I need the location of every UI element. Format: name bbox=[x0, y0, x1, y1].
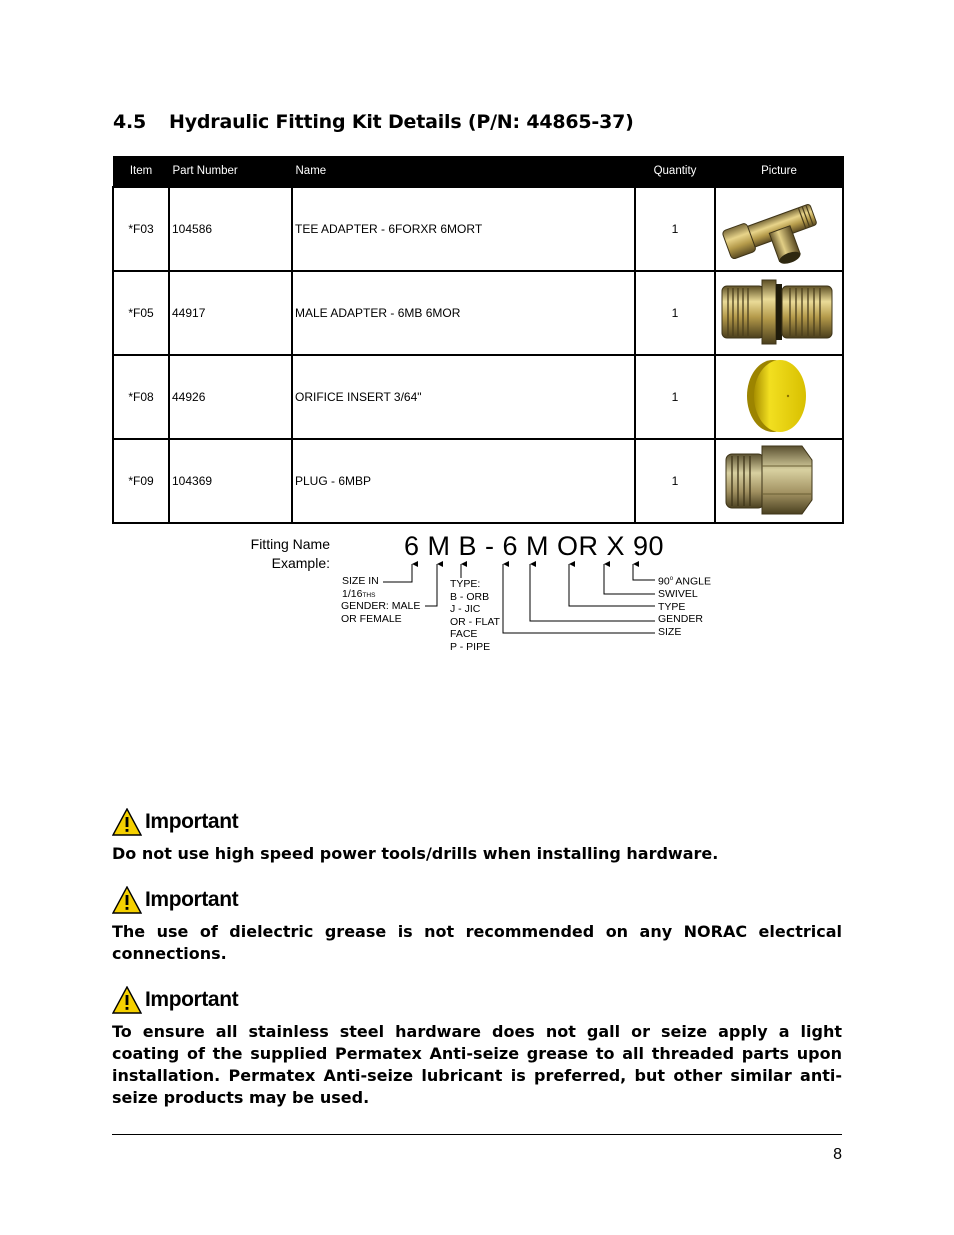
type-note-line: B - ORB bbox=[450, 590, 490, 603]
callout-type-right bbox=[569, 564, 655, 606]
male-adapter-image bbox=[716, 272, 840, 351]
cell-item: *F05 bbox=[113, 271, 169, 355]
fitting-name-label bbox=[232, 535, 330, 573]
cell-part-number: 44917 bbox=[169, 271, 292, 355]
cell-quantity: 1 bbox=[635, 439, 715, 523]
cell-quantity: 1 bbox=[635, 271, 715, 355]
table-row bbox=[113, 271, 843, 355]
cell-name: PLUG - 6MBP bbox=[292, 439, 635, 523]
callout-gender-left bbox=[425, 564, 437, 606]
callout-size-right bbox=[503, 564, 655, 633]
header-item: Item bbox=[113, 157, 169, 187]
type-note-line: OR - FLAT bbox=[450, 615, 500, 628]
type-note-right: TYPE bbox=[658, 600, 686, 613]
table-row bbox=[113, 355, 843, 439]
gender-note bbox=[341, 600, 420, 625]
tee-adapter-image bbox=[716, 188, 840, 267]
important-text-2: The use of dielectric grease is not recommended on any NORAC electrical connections. bbox=[112, 922, 842, 963]
gender-note-right: GENDER bbox=[658, 613, 703, 625]
type-note-line: J - JIC bbox=[450, 603, 481, 615]
important-title: Important bbox=[145, 888, 239, 911]
swivel-note: SWIVEL bbox=[658, 588, 698, 600]
angle-note bbox=[658, 573, 711, 588]
cell-name: ORIFICE INSERT 3/64" bbox=[292, 355, 635, 439]
important-text-3: To ensure all stainless steel hardware does not gall or seize apply a light coating of the supplied Permatex Anti-seize grease to all threaded parts upon installation. Permatex Anti-seize lubricant is preferred, but other similar anti-seize products may be used. bbox=[112, 1022, 842, 1107]
cell-name: MALE ADAPTER - 6MB 6MOR bbox=[292, 271, 635, 355]
page-number: 8 bbox=[833, 1146, 842, 1163]
warning-icon bbox=[112, 808, 142, 836]
important-heading-1 bbox=[112, 808, 238, 836]
fitting-name-label-line2: Example: bbox=[271, 555, 330, 571]
table-row bbox=[113, 439, 843, 523]
cell-item: *F08 bbox=[113, 355, 169, 439]
section-title: Hydraulic Fitting Kit Details (P/N: 44865-37) bbox=[169, 111, 634, 133]
important-heading-2 bbox=[112, 886, 238, 914]
cell-quantity: 1 bbox=[635, 355, 715, 439]
cell-picture bbox=[715, 271, 843, 355]
gender-note-line2: OR FEMALE bbox=[341, 612, 402, 625]
fitting-code-example: 6 M B - 6 M OR X 90 bbox=[404, 531, 665, 561]
header-name: Name bbox=[292, 157, 635, 187]
parts-table bbox=[112, 156, 844, 524]
cell-picture bbox=[715, 187, 843, 271]
angle-number: 90 bbox=[658, 575, 670, 588]
cell-picture bbox=[715, 439, 843, 523]
type-note-line: FACE bbox=[450, 628, 478, 640]
gender-note-line1: GENDER: MALE bbox=[341, 600, 421, 612]
angle-word: ANGLE bbox=[675, 575, 711, 588]
cell-quantity: 1 bbox=[635, 187, 715, 271]
section-number: 4.5 bbox=[113, 111, 147, 133]
important-heading-3 bbox=[112, 986, 238, 1014]
warning-icon bbox=[112, 886, 142, 914]
cell-picture bbox=[715, 355, 843, 439]
size-note bbox=[342, 575, 379, 602]
important-text-1: Do not use high speed power tools/drills when installing hardware. bbox=[112, 844, 719, 863]
type-note-line: TYPE: bbox=[450, 578, 481, 590]
section-heading bbox=[113, 111, 634, 133]
size-note-right: SIZE bbox=[658, 625, 682, 638]
table-row bbox=[113, 187, 843, 271]
type-note-line: P - PIPE bbox=[450, 640, 491, 653]
type-note bbox=[450, 578, 500, 653]
header-picture: Picture bbox=[715, 157, 843, 187]
cell-part-number: 104369 bbox=[169, 439, 292, 523]
callout-angle bbox=[633, 564, 655, 580]
important-title: Important bbox=[145, 988, 239, 1011]
header-part-number: Part Number bbox=[169, 157, 292, 187]
cell-item: *F03 bbox=[113, 187, 169, 271]
right-notes bbox=[658, 573, 711, 638]
header-quantity: Quantity bbox=[635, 157, 715, 187]
important-title: Important bbox=[145, 810, 239, 833]
degree-mark: o bbox=[669, 576, 674, 582]
orifice-insert-image bbox=[716, 356, 840, 435]
table-header-row bbox=[113, 157, 843, 187]
cell-name: TEE ADAPTER - 6FORXR 6MORT bbox=[292, 187, 635, 271]
size-note-line1: SIZE IN bbox=[342, 575, 379, 587]
fitting-name-label-line1: Fitting Name bbox=[250, 536, 330, 552]
size-fraction: 1/16 bbox=[342, 587, 363, 600]
cell-part-number: 104586 bbox=[169, 187, 292, 271]
cell-part-number: 44926 bbox=[169, 355, 292, 439]
warning-icon bbox=[112, 986, 142, 1014]
cell-item: *F09 bbox=[113, 439, 169, 523]
size-fraction-suffix: THS bbox=[362, 591, 376, 599]
callout-gender-right bbox=[530, 564, 655, 621]
callout-swivel bbox=[604, 564, 655, 594]
callout-size-left bbox=[383, 564, 412, 582]
footer-rule bbox=[112, 1134, 842, 1135]
plug-image bbox=[716, 440, 840, 519]
